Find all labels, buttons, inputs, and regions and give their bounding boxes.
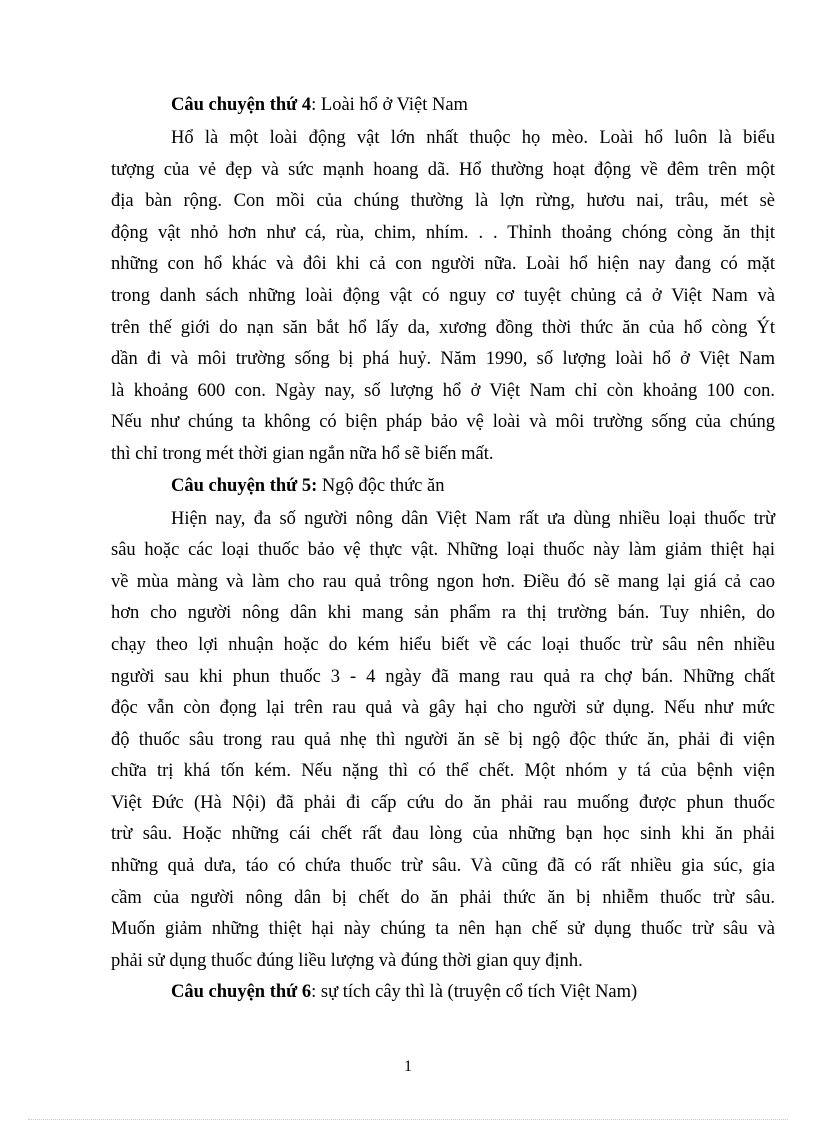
story-5-heading-title: Ngộ độc thức ăn	[317, 475, 445, 496]
paragraph-line: những quả dưa, táo có chứa thuốc trừ sâu. Và cũng đã có rất nhiều gia súc, gia	[111, 856, 775, 877]
story-6-heading-bold: Câu chuyện thứ 6	[171, 982, 312, 1003]
story-4-heading-bold: Câu chuyện thứ 4	[171, 95, 312, 115]
paragraph-line: phải sử dụng thuốc đúng liều lượng và đúng thời gian quy định.	[111, 950, 583, 971]
paragraph-line: tượng của vẻ đẹp và sức mạnh hoang dã. Hổ thường hoạt động về đêm trên một	[111, 159, 775, 180]
story-4-heading-title: : Loài hổ ở Việt Nam	[311, 95, 468, 115]
story-4-section	[111, 90, 775, 123]
story-5-heading-bold: Câu chuyện thứ 5:	[171, 475, 318, 496]
paragraph-line: động vật nhỏ hơn như cá, rùa, chim, nhím. . . Thỉnh thoảng chóng còng ăn thịt	[111, 222, 775, 243]
page-bottom-divider	[28, 1119, 788, 1120]
paragraph-line: về mùa màng và làm cho rau quả trông ngon hơn. Điều đó sẽ mang lại giá cả cao	[111, 571, 775, 592]
paragraph-line: cầm của người nông dân bị chết do ăn phải thức ăn bị nhiễm thuốc trừ sâu.	[111, 887, 775, 908]
paragraph-line: hơn cho người nông dân khi mang sản phẩm ra thị trường bán. Tuy nhiên, do	[111, 603, 775, 624]
paragraph-line: Hiện nay, đa số người nông dân Việt Nam rất ưa dùng nhiều loại thuốc trừ	[171, 508, 775, 529]
page-number: 1	[404, 1058, 412, 1075]
paragraph-line: Muốn giảm những thiệt hại này chúng ta nên hạn chế sử dụng thuốc trừ sâu và	[111, 919, 775, 940]
paragraph-line: Việt Đức (Hà Nội) đã phải đi cấp cứu do ăn phải rau muống được phun thuốc	[111, 792, 775, 813]
paragraph-line: thì chỉ trong mét thời gian ngắn nữa hổ sẽ biến mất.	[111, 443, 494, 464]
story-6-section	[111, 977, 775, 1010]
paragraph-line: là khoảng 600 con. Ngày nay, số lượng hổ ở Việt Nam chỉ còn khoảng 100 con.	[111, 380, 775, 401]
story-5-section	[111, 471, 775, 504]
paragraph-line: độc vẫn còn đọng lại trên rau quả và gây hại cho người sử dụng. Nếu như mức	[111, 698, 775, 719]
paragraph-line: dần đi và môi trường sống bị phá huỷ. Năm 1990, số lượng loài hổ ở Việt Nam	[111, 349, 775, 370]
paragraph-line: địa bàn rộng. Con mồi của chúng thường là lợn rừng, hươu nai, trâu, mét sè	[111, 191, 775, 212]
paragraph-line: Hổ là một loài động vật lớn nhất thuộc họ mèo. Loài hổ luôn là biểu	[171, 128, 775, 148]
story-6-heading	[111, 977, 775, 1008]
story-5-paragraph	[111, 504, 775, 978]
paragraph-line: độ thuốc sâu trong rau quả nhẹ thì người ăn sẽ bị ngộ độc thức ăn, phải đi viện	[111, 729, 775, 750]
paragraph-line: trừ sâu. Hoặc những cái chết rất đau lòng của những bạn học sinh khi ăn phải	[111, 824, 775, 845]
paragraph-line: sâu hoặc các loại thuốc bảo vệ thực vật. Những loại thuốc này làm giảm thiệt hại	[111, 540, 775, 561]
story-6-heading-title: : sự tích cây thì là (truyện cổ tích Việt Nam)	[311, 982, 638, 1003]
paragraph-line: người sau khi phun thuốc 3 - 4 ngày đã mang rau quả ra chợ bán. Những chất	[111, 666, 775, 687]
paragraph-line: chữa trị khá tốn kém. Nếu nặng thì có thể chết. Một nhóm y tá của bệnh viện	[111, 761, 775, 782]
story-4-heading	[111, 90, 775, 121]
document-body	[111, 90, 775, 1010]
paragraph-line: trong danh sách những loài động vật có nguy cơ tuyệt chủng cả ở Việt Nam và	[111, 285, 775, 306]
paragraph-line: trên thế giới do nạn săn bắt hổ lấy da, xương đồng thời thức ăn của hổ còng Ýt	[111, 317, 775, 338]
story-4-paragraph	[111, 123, 775, 471]
paragraph-line: Nếu như chúng ta không có biện pháp bảo vệ loài và môi trường sống của chúng	[111, 412, 775, 433]
paragraph-line: chạy theo lợi nhuận hoặc do kém hiểu biết về các loại thuốc trừ sâu nên nhiều	[111, 634, 775, 655]
story-5-heading	[111, 471, 775, 502]
paragraph-line: những con hổ khác và đôi khi cả con người nữa. Loài hổ hiện nay đang có mặt	[111, 254, 775, 275]
